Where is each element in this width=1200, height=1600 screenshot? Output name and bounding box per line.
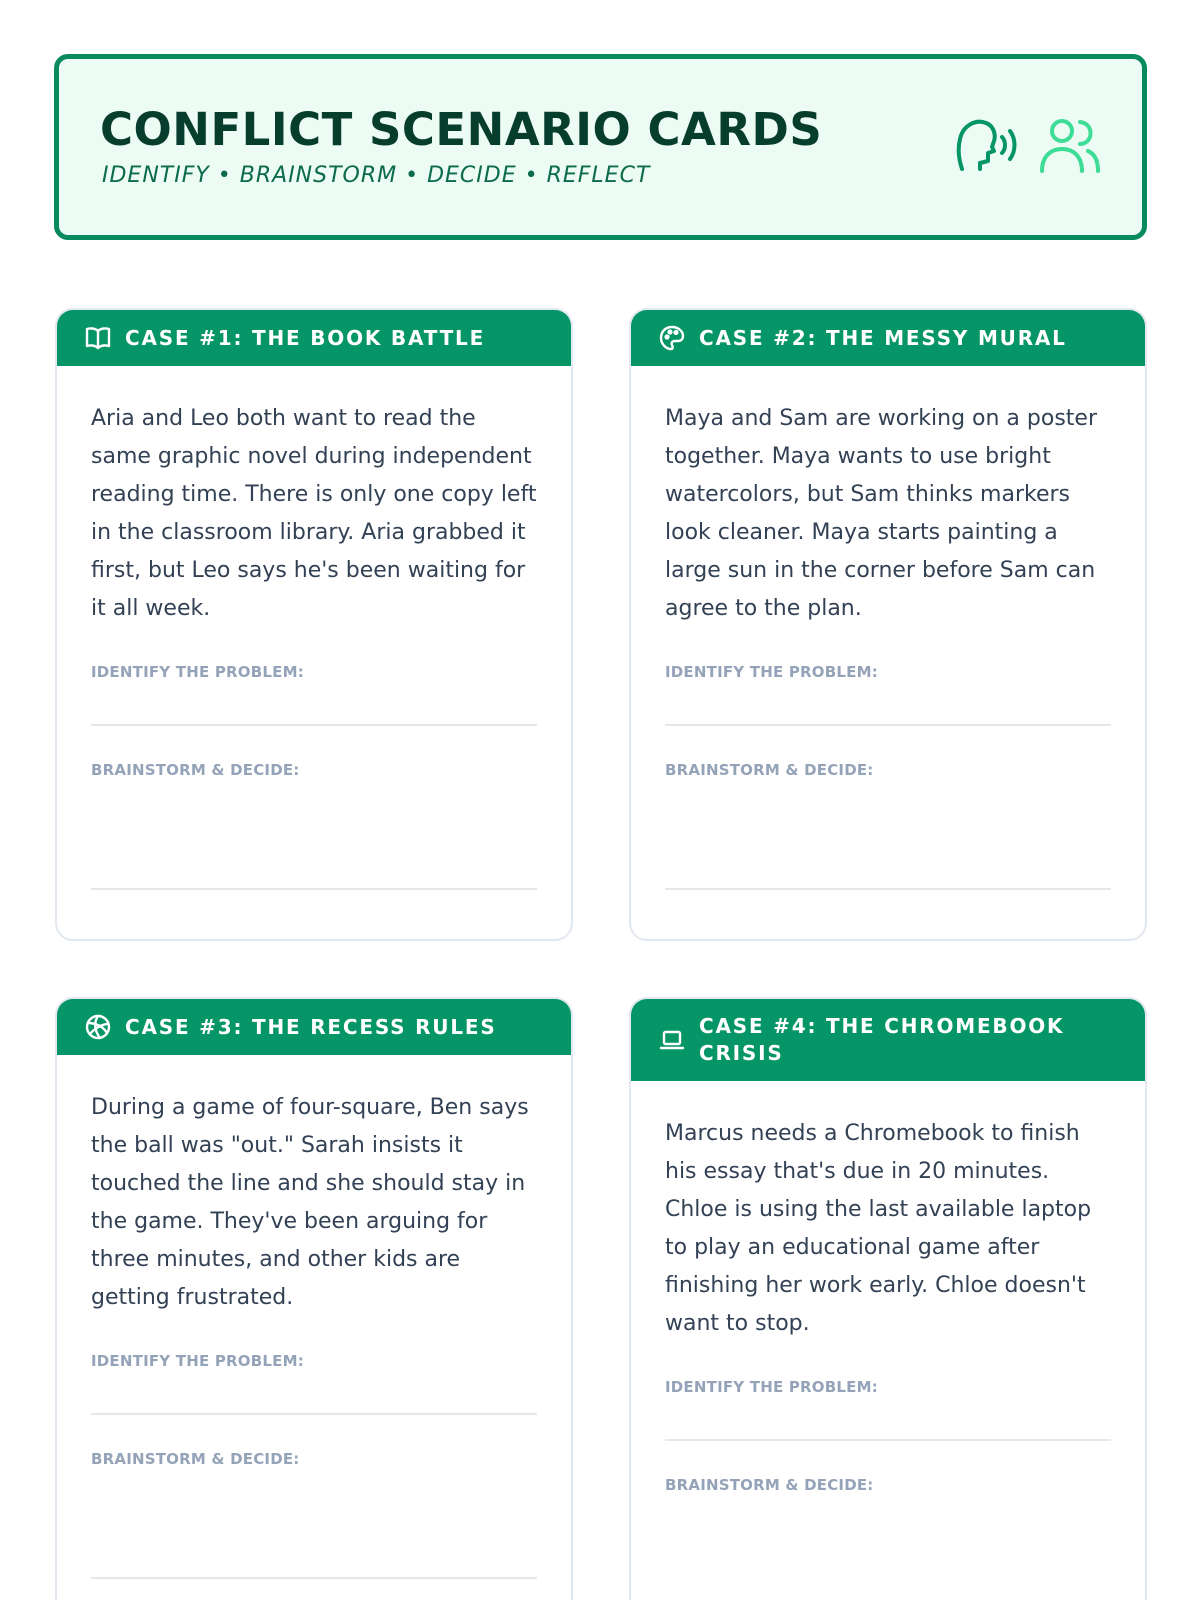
- card-title: CASE #1: THE BOOK BATTLE: [125, 325, 486, 350]
- card-title: CASE #4: THE CHROMEBOOK CRISIS: [699, 1014, 1065, 1065]
- card-header: [57, 999, 571, 1055]
- brainstorm-label: BRAINSTORM & DECIDE:: [665, 761, 874, 779]
- brainstorm-answer-line[interactable]: [91, 1468, 537, 1579]
- brainstorm-label: BRAINSTORM & DECIDE:: [91, 761, 300, 779]
- scenario-text: Aria and Leo both want to read the same graphic novel during independent reading time. There is only one copy left in the classroom library. Aria grabbed it first, but Leo says he's been waiting for it all week.: [91, 406, 537, 621]
- identify-label: IDENTIFY THE PROBLEM:: [91, 663, 304, 681]
- identify-answer-line[interactable]: [665, 681, 1111, 726]
- header-banner: [54, 54, 1147, 240]
- brainstorm-answer-line[interactable]: [665, 1494, 1111, 1600]
- identify-answer-line[interactable]: [665, 1396, 1111, 1441]
- card-header: [57, 310, 571, 366]
- scenario-text: During a game of four-square, Ben says the ball was "out." Sarah insists it touched the line and she should stay in the game. They've been arguing for three minutes, and other kids are getting frustrated.: [91, 1095, 529, 1310]
- identify-answer-line[interactable]: [91, 1370, 537, 1415]
- card-header: [631, 999, 1145, 1081]
- scenario-text: Marcus needs a Chromebook to finish his essay that's due in 20 minutes. Chloe is using the last available laptop to play an educational game after finishing her work early. Chloe doesn't want to stop.: [665, 1121, 1092, 1336]
- users-icon: [1038, 117, 1102, 173]
- card-title: CASE #2: THE MESSY MURAL: [699, 325, 1067, 350]
- card-title: CASE #3: THE RECESS RULES: [125, 1014, 497, 1039]
- page-title: CONFLICT SCENARIO CARDS: [100, 103, 823, 156]
- header-icons: [956, 117, 1102, 173]
- scenario-card-2: [629, 308, 1147, 941]
- brainstorm-label: BRAINSTORM & DECIDE:: [665, 1476, 874, 1494]
- palette-icon: [659, 325, 685, 351]
- card-header: [631, 310, 1145, 366]
- brainstorm-answer-line[interactable]: [91, 779, 537, 890]
- scenario-card-4: [629, 997, 1147, 1600]
- scenario-card-3: [55, 997, 573, 1600]
- brainstorm-label: BRAINSTORM & DECIDE:: [91, 1450, 300, 1468]
- ball-icon: [85, 1014, 111, 1040]
- brainstorm-answer-line[interactable]: [665, 779, 1111, 890]
- identify-answer-line[interactable]: [91, 681, 537, 726]
- identify-label: IDENTIFY THE PROBLEM:: [665, 1378, 878, 1396]
- identify-label: IDENTIFY THE PROBLEM:: [91, 1352, 304, 1370]
- scenario-text: Maya and Sam are working on a poster together. Maya wants to use bright watercolors, but Sam thinks markers look cleaner. Maya starts painting a large sun in the corner before Sam can agree to the plan.: [665, 406, 1097, 621]
- scenario-card-1: [55, 308, 573, 941]
- page-subtitle: IDENTIFY • BRAINSTORM • DECIDE • REFLECT: [102, 163, 651, 188]
- identify-label: IDENTIFY THE PROBLEM:: [665, 663, 878, 681]
- laptop-icon: [659, 1029, 685, 1051]
- book-open-icon: [85, 326, 111, 350]
- speaking-head-icon: [956, 117, 1020, 173]
